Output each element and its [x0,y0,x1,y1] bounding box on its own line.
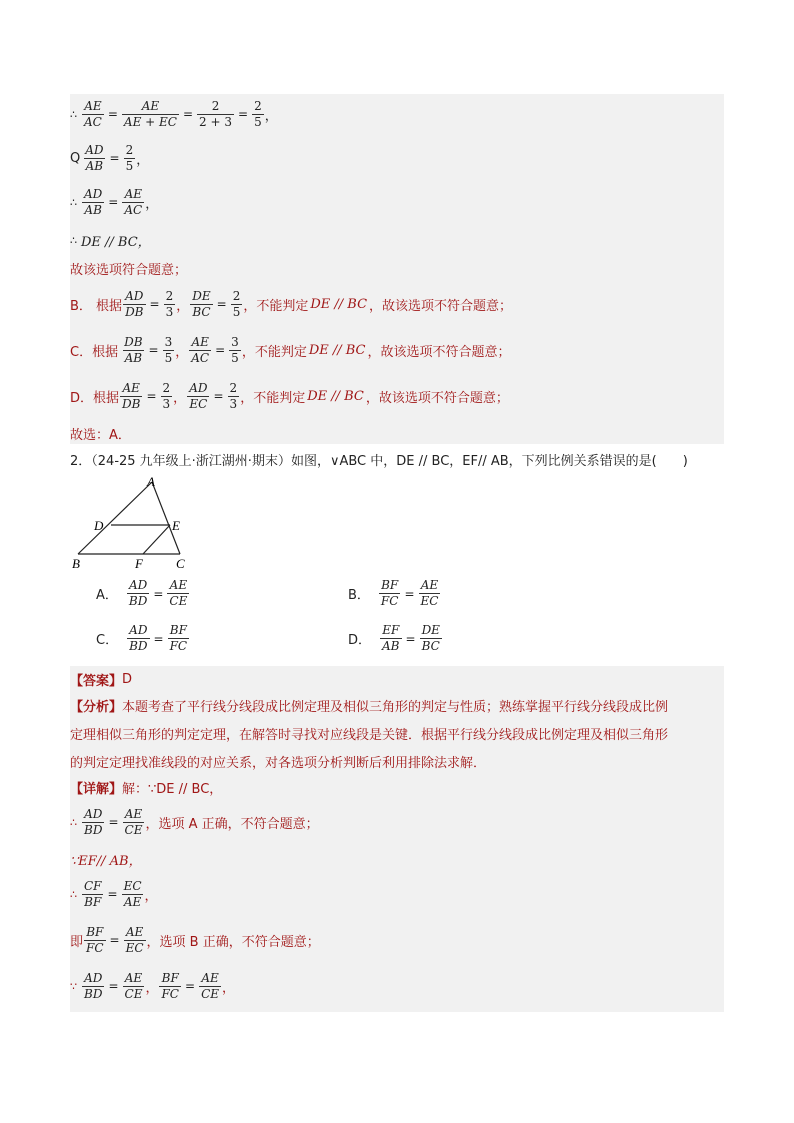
equation-line-1: ∴ $\frac{AE}{AC}$ = $\frac{AE}{AE + EC}$ = $\frac{2}{2 + 3}$ = $\frac{2}{5}$ ， [70,98,278,129]
detail-step-3: ∴ $\frac{CF}{BF}$ = $\frac{EC}{AE}$ ， [70,878,158,909]
analysis-line-2: 定理相似三角形的判定定理，在解答时寻找对应线段是关键．根据平行线分线段成比例定理及相似三角形 [70,727,669,743]
therefore-symbol: ∴ [70,107,77,121]
label-a: A [147,474,155,489]
analysis-tag: 【分析】 [70,699,123,715]
answer-tag: 【答案】 [70,673,123,689]
label-b: B [72,556,80,571]
triangle-figure [68,472,198,572]
fraction: $\frac{2}{5}$ [254,98,262,129]
fraction: $\frac{AD}{AB}$ [84,186,103,217]
detail-step-4: 即 $\frac{BF}{FC}$ = $\frac{AE}{EC}$ ，选项 B 正确，不符合题意； [70,924,320,955]
conclusion-a: 故该选项符合题意； [70,262,188,278]
fraction: $\frac{2}{2 + 3}$ [199,98,232,129]
option-c-analysis: C．根据 $\frac{DB}{AB}$ = $\frac{3}{5}$ ， $\frac{AE}{AC}$ = $\frac{3}{5}$ ，不能判定 DE // BC ，故该选项不符合题意； [70,334,511,365]
fraction: $\frac{AD}{AB}$ [85,142,104,173]
choice-c[interactable]: C． $\frac{AD}{BD}$ = $\frac{BF}{FC}$ [96,623,188,653]
parallel-line: ∴ DE // BC， [70,233,151,250]
question-2-text: 2．（24-25 九年级上·浙江湖州·期末）如图，∨ABC 中，DE // BC，EF// AB，下列比例关系错误的是( ) [70,453,688,469]
option-b-analysis: B． 根据 $\frac{AD}{DB}$ = $\frac{2}{3}$ ， $\frac{DE}{BC}$ = $\frac{2}{5}$ ，不能判定 DE // BC ，故该选项不符合题意； [70,288,513,319]
label-c: C [176,556,185,571]
label-f: F [135,556,143,571]
analysis-line-3: 的判定定理找准线段的对应关系，对各选项分析判断后利用排除法求解． [70,755,487,771]
choice-a[interactable]: A． $\frac{AD}{BD}$ = $\frac{AE}{CE}$ [96,578,188,608]
choice-d[interactable]: D． $\frac{EF}{AB}$ = $\frac{DE}{BC}$ [348,623,440,653]
answer-line: 故选：A． [70,427,131,443]
fraction: $\frac{AE}{AC}$ [84,98,102,129]
label-e: E [172,518,180,533]
because-symbol: Q [70,150,81,166]
choice-b[interactable]: B． $\frac{BF}{FC}$ = $\frac{AE}{EC}$ [348,578,439,608]
fraction: $\frac{AE}{AE + EC}$ [123,98,177,129]
fraction: $\frac{2}{5}$ [125,142,134,173]
detail-step-1: ∴ $\frac{AD}{BD}$ = $\frac{AE}{CE}$ ，选项 A 正确，不符合题意； [70,806,319,837]
option-d-analysis: D．根据 $\frac{AE}{DB}$ = $\frac{2}{3}$ ， $\frac{AD}{EC}$ = $\frac{2}{3}$ ，不能判定 DE // BC ，故该选项不符合题意； [70,380,509,411]
analysis-line-1: 【分析】 本题考查了平行线分线段成比例定理及相似三角形的判定与性质；熟练掌握平行线分线段成比例 [70,696,668,714]
detail-start: 【详解】 解：∵DE // BC， [70,778,222,796]
answer-row [70,670,132,688]
fraction: $\frac{AE}{AC}$ [124,186,143,217]
detail-step-5: ∵ $\frac{AD}{BD}$ = $\frac{AE}{CE}$ ， $\frac{BF}{FC}$ = $\frac{AE}{CE}$ ， [70,970,236,1001]
answer-value: D [122,671,133,687]
label-d: D [94,518,104,533]
equation-line-3: ∴ $\frac{AD}{AB}$ = $\frac{AE}{AC}$ ， [70,186,159,217]
detail-step-2: ∵EF// AB， [70,853,142,869]
equation-line-2: Q $\frac{AD}{AB}$ = $\frac{2}{5}$ ， [70,142,150,173]
detail-tag: 【详解】 [70,781,123,797]
